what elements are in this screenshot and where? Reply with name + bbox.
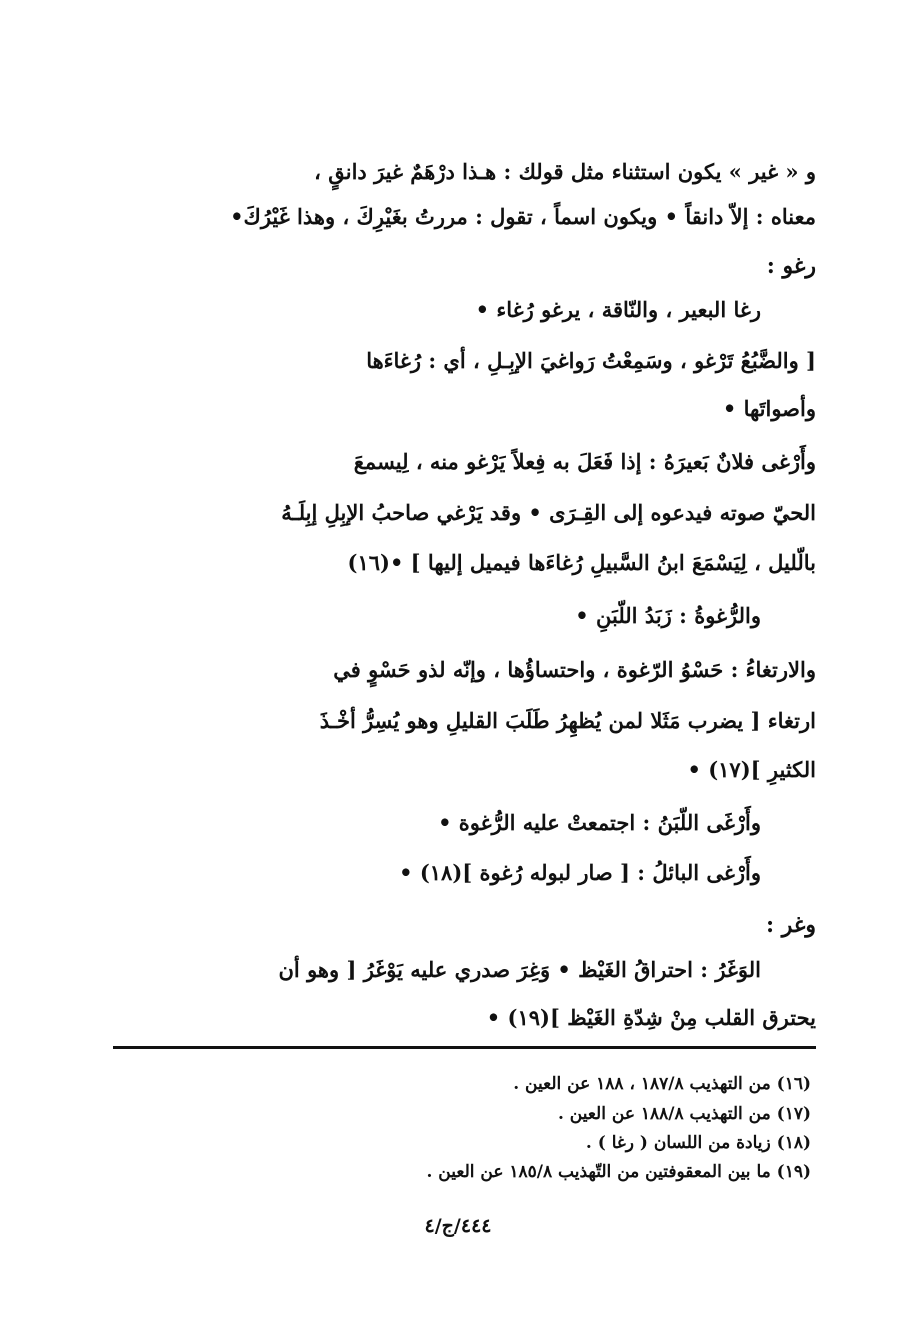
body-line-8: بالّليل ، لِيَسْمَعَ ابنُ السَّبيلِ رُغاءَها فيميل إليها ] •(١٦) bbox=[347, 550, 816, 575]
footnote-divider bbox=[113, 1046, 816, 1049]
footnote-16: (١٦) من التهذيب ١٨٧/٨ ، ١٨٨ عن العين . bbox=[513, 1074, 811, 1094]
body-line-16: يحترق القلب مِنْ شِدّةِ الغَيْظ ](١٩) • bbox=[486, 1005, 816, 1030]
body-line-11: ارتغاء [ يضرب مَثَلا لمن يُظهِرُ طَلَبَ القليلِ وهو يُسِرُّ أخْـذَ bbox=[319, 708, 816, 733]
body-line-12: الكثيرِ ](١٧) • bbox=[687, 757, 816, 782]
body-line-5: وأصواتَها • bbox=[722, 396, 816, 421]
body-line-13: وأَرْغَى اللّبَنُ : اجتمعتْ عليه الرُّغوة • bbox=[438, 810, 761, 835]
body-line-3: رغا البعير ، والنّاقة ، يرغو رُغاء • bbox=[475, 297, 761, 322]
body-line-2: معناه : إلاّ دانقاً • ويكون اسماً ، تقول : مررتُ بغَيْرِكَ ، وهذا غَيْرُكَ• bbox=[230, 204, 816, 229]
body-line-1: و « غير » يكون استثناء مثل قولك : هـذا درْهَمٌ غيرَ دانقٍ ، bbox=[314, 159, 816, 184]
page-number: ٤٤٤/ج/٤ bbox=[424, 1215, 492, 1237]
entry-heading-wghr: وغر : bbox=[765, 912, 816, 938]
body-line-4: [ والضَّبُعُ تَرْغو ، وسَمِعْتُ رَواغيَ الإبِـلِ ، أي : رُغاءَها bbox=[366, 348, 816, 373]
body-line-9: والرُّغوةُ : زَبَدُ اللّبَنِ • bbox=[575, 603, 761, 628]
body-line-7: الحيّ صوته فيدعوه إلى القِـرَى • وقد يَرْغي صاحبُ الإبِلِ إبِلَـهُ bbox=[281, 500, 816, 525]
body-line-10: والارتغاءُ : حَسْوُ الرّغوة ، واحتساؤُها ، وإنّه لذو حَسْوٍ في bbox=[333, 657, 816, 682]
body-line-6: وأَرْغى فلانٌ بَعيرَهُ : إذا فَعَلَ به فِعلاً يَرْغو منه ، لِيسمعَ bbox=[353, 449, 816, 474]
footnote-19: (١٩) ما بين المعقوفتين من التّهذيب ١٨٥/٨ عن العين . bbox=[426, 1162, 811, 1182]
body-line-14: وأَرْغى البائلُ : [ صار لبوله رُغوة ](١٨) • bbox=[399, 860, 761, 885]
footnote-17: (١٧) من التهذيب ١٨٨/٨ عن العين . bbox=[557, 1104, 811, 1124]
footnote-18: (١٨) زيادة من اللسان ( رغا ) . bbox=[585, 1133, 811, 1153]
body-line-15: الوَغَرُ : احتراقُ الغَيْظ • وَغِرَ صدري عليه يَوْغَرُ [ وهو أن bbox=[278, 957, 761, 982]
entry-heading-rgho: رغو : bbox=[766, 253, 816, 279]
